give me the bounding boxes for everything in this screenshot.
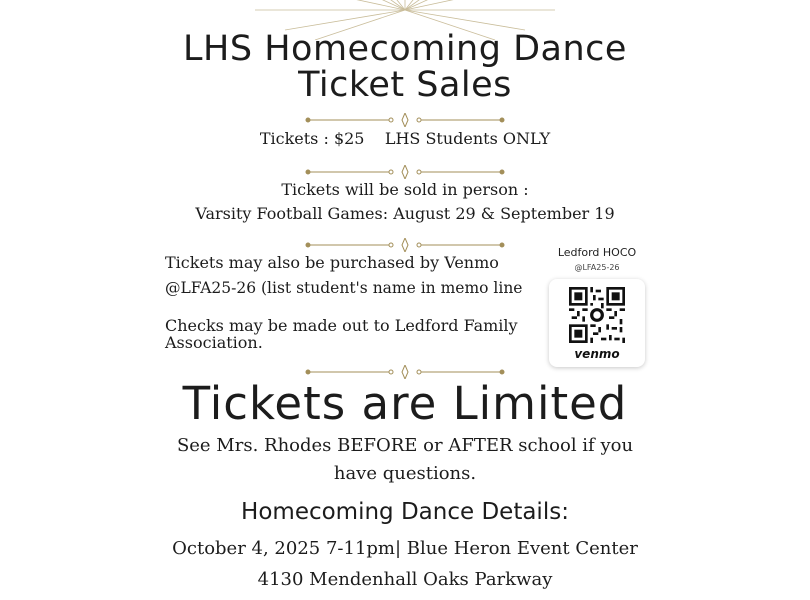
football-games: Varsity Football Games: August 29 & September 19 [195, 204, 615, 223]
venmo-account-name: Ledford HOCO [557, 246, 637, 259]
checks-line-2: Association. [165, 333, 263, 352]
ticket-price: Tickets : $25 [259, 129, 365, 148]
venmo-line-1: Tickets may also be purchased by Venmo [165, 253, 499, 272]
see-mrs-rhodes-line-2: have questions. [333, 463, 477, 484]
title-line-1: LHS Homecoming Dance [183, 29, 627, 69]
checks-line-1: Checks may be made out to Ledford Family [165, 316, 518, 335]
divider-ornament [305, 165, 505, 179]
qr-code-icon [569, 287, 625, 343]
venmo-logo: venmo [574, 347, 620, 361]
sold-in-person: Tickets will be sold in person : [281, 180, 529, 199]
event-date-venue: October 4, 2025 7-11pm| Blue Heron Event Center [172, 538, 638, 559]
see-mrs-rhodes-line-1: See Mrs. Rhodes BEFORE or AFTER school if you [176, 435, 634, 456]
title-line-2: Ticket Sales [298, 65, 512, 105]
venmo-handle: @LFA25-26 [574, 263, 620, 272]
details-heading: Homecoming Dance Details: [241, 499, 569, 525]
divider-ornament [305, 238, 505, 252]
event-address: 4130 Mendenhall Oaks Parkway [257, 569, 553, 590]
venmo-qr-card[interactable] [549, 279, 645, 367]
divider-ornament [305, 113, 505, 127]
price-line [0, 129, 810, 148]
students-only: LHS Students ONLY [384, 129, 551, 148]
venmo-line-2: @LFA25-26 (list student's name in memo line [165, 279, 523, 297]
tickets-limited-headline: Tickets are Limited [182, 377, 628, 430]
